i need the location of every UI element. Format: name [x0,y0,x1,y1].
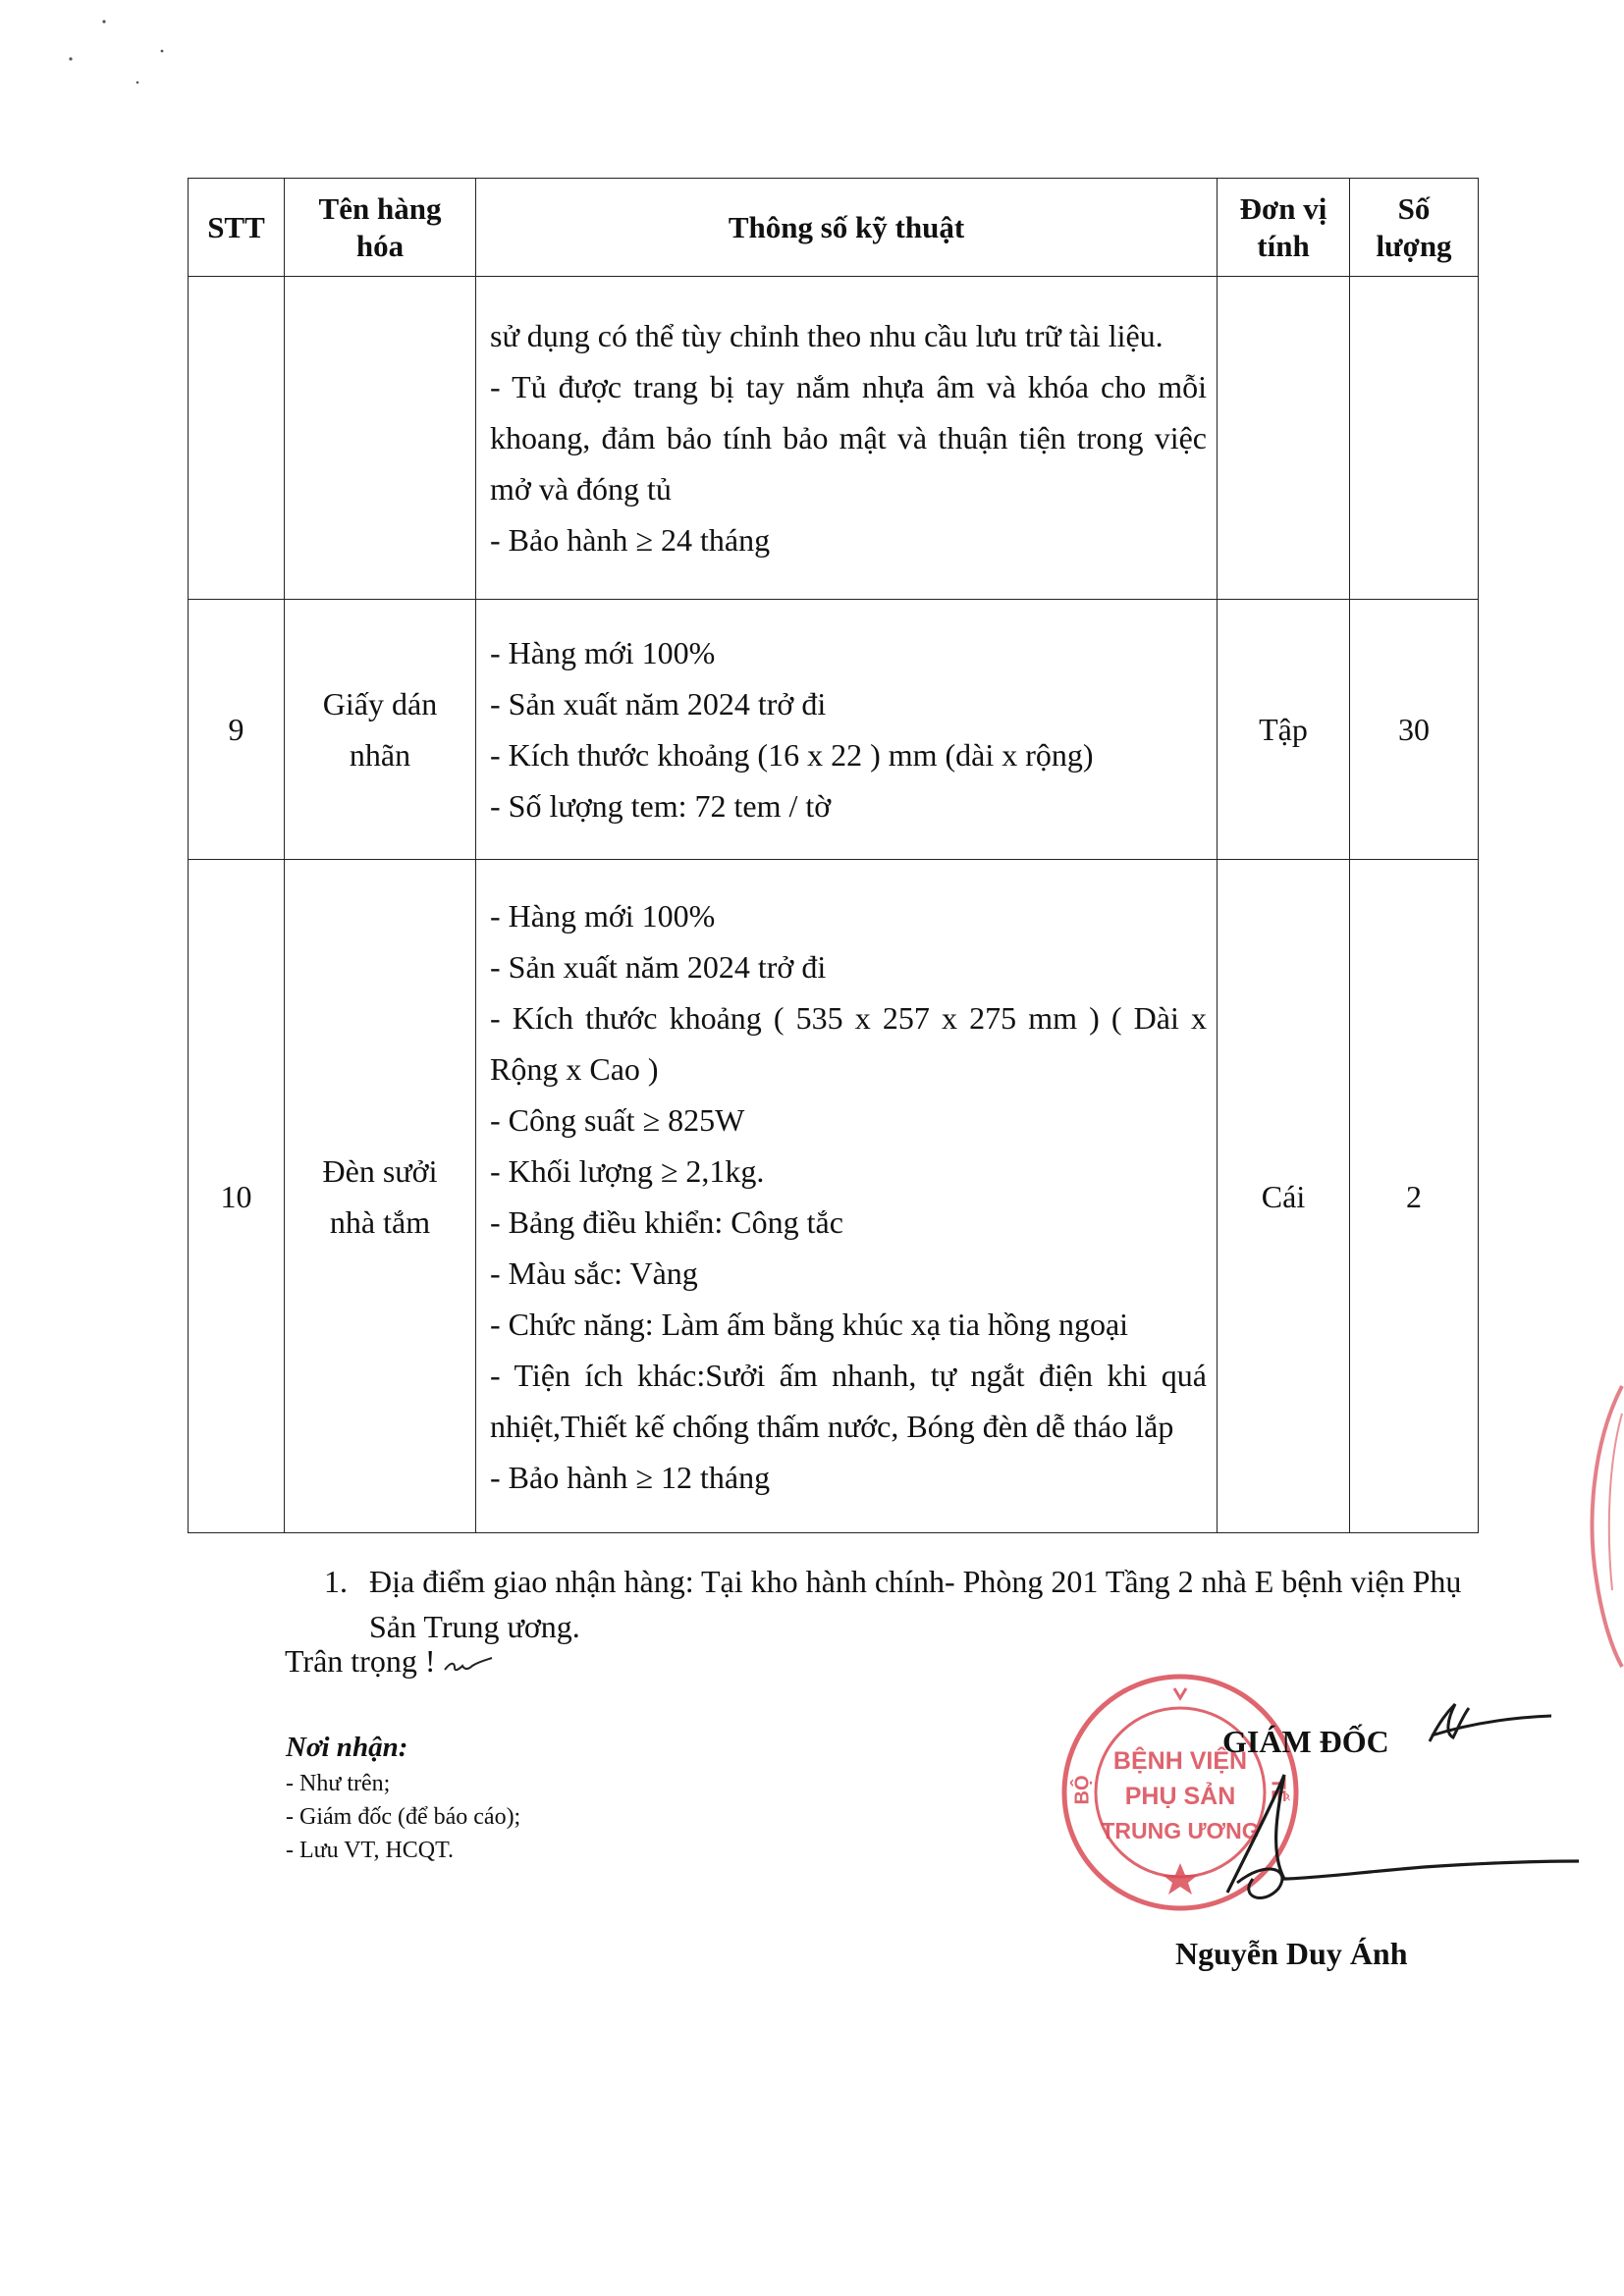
seal-line: PHỤ SẢN [1124,1783,1236,1810]
delivery-notes [324,1559,1473,1649]
goods-spec-table [188,178,1479,1533]
spec-line: - Hàng mới 100% [490,635,716,670]
spec-line: - Tiện ích khác:Sưởi ấm nhanh, tự ngắt điện khi quá nhiệt,Thiết kế chống thấm nước, Bóng đèn dễ tháo lắp [490,1357,1207,1444]
seal-line: TRUNG ƯƠNG [1101,1818,1260,1843]
seal-side-left: BỘ [1071,1775,1094,1805]
header-goods-name: Tên hàng hóa [285,179,476,277]
recipients-title: Nơi nhận: [286,1732,408,1763]
table-row [189,600,1479,860]
spec-line: - Bảo hành ≥ 12 tháng [490,1459,771,1495]
header-stt: STT [189,179,285,277]
spec-line: - Số lượng tem: 72 tem / tờ [490,788,832,824]
header-specification: Thông số kỹ thuật [476,179,1218,277]
signature-mark [1168,1686,1581,1912]
closing-line [285,1643,494,1680]
row-goods-name: Đèn sưởi nhà tắm [285,860,476,1533]
seal-line: BỆNH VIỆN [1112,1747,1248,1775]
spec-line: sử dụng có thể tùy chỉnh theo nhu cầu lưu trữ tài liệu. [490,318,1164,353]
seal-side-right: TẾ [1267,1777,1289,1803]
closing-text: Trân trọng ! [285,1643,436,1679]
row-quantity: 2 [1350,860,1479,1533]
spec-line: - Kích thước khoảng ( 535 x 257 x 275 mm ) ( Dài x Rộng x Cao ) [490,999,1207,1087]
recipient-item: - Giám đốc (để báo cáo); [286,1804,521,1830]
edge-seal-fragment [1583,1384,1624,1669]
header-unit: Đơn vị tính [1218,179,1350,277]
row-specification [476,600,1218,860]
row-specification [476,860,1218,1533]
spec-line: - Bảng điều khiển: Công tắc [490,1203,843,1240]
spec-line: - Sản xuất năm 2024 trở đi [490,948,827,985]
row-quantity: 30 [1350,600,1479,860]
row-goods-name [285,277,476,600]
spec-line: - Sản xuất năm 2024 trở đi [490,686,827,721]
recipients-block [286,1728,520,1867]
director-name: Nguyễn Duy Ánh [1175,1936,1408,1971]
spec-line: - Tủ được trang bị tay nắm nhựa âm và khóa cho mỗi khoang, đảm bảo tính bảo mật và thuận tiện trong việc mở và đóng tủ [490,369,1207,507]
scan-specks [0,0,196,118]
row-stt [189,277,285,600]
spec-line: - Khối lượng ≥ 2,1kg. [490,1152,765,1189]
spec-line: - Bảo hành ≥ 24 tháng [490,522,771,558]
header-quantity: Số lượng [1350,179,1479,277]
spec-line: - Công suất ≥ 825W [490,1101,745,1138]
spec-line: - Chức năng: Làm ấm bằng khúc xạ tia hồng ngoại [490,1306,1129,1342]
row-stt: 10 [189,860,285,1533]
spec-line: - Màu sắc: Vàng [490,1255,698,1291]
director-title: GIÁM ĐỐC [1222,1724,1389,1759]
row-goods-name: Giấy dán nhãn [285,600,476,860]
initial-mark [443,1654,494,1676]
table-row [189,277,1479,600]
spec-line: - Kích thước khoảng (16 x 22 ) mm (dài x rộng) [490,737,1094,773]
row-quantity [1350,277,1479,600]
note-number: 1. [324,1564,348,1599]
table-row [189,860,1479,1533]
row-unit: Cái [1218,860,1350,1533]
recipient-item: - Như trên; [286,1771,391,1796]
row-specification [476,277,1218,600]
row-stt: 9 [189,600,285,860]
row-unit [1218,277,1350,600]
recipient-item: - Lưu VT, HCQT. [286,1838,454,1863]
row-unit: Tập [1218,600,1350,860]
spec-line: - Hàng mới 100% [490,897,716,934]
table-header-row [189,179,1479,277]
note-text: Địa điểm giao nhận hàng: Tại kho hành chính- Phòng 201 Tầng 2 nhà E bệnh viện Phụ Sản Trung ương. [369,1564,1462,1644]
